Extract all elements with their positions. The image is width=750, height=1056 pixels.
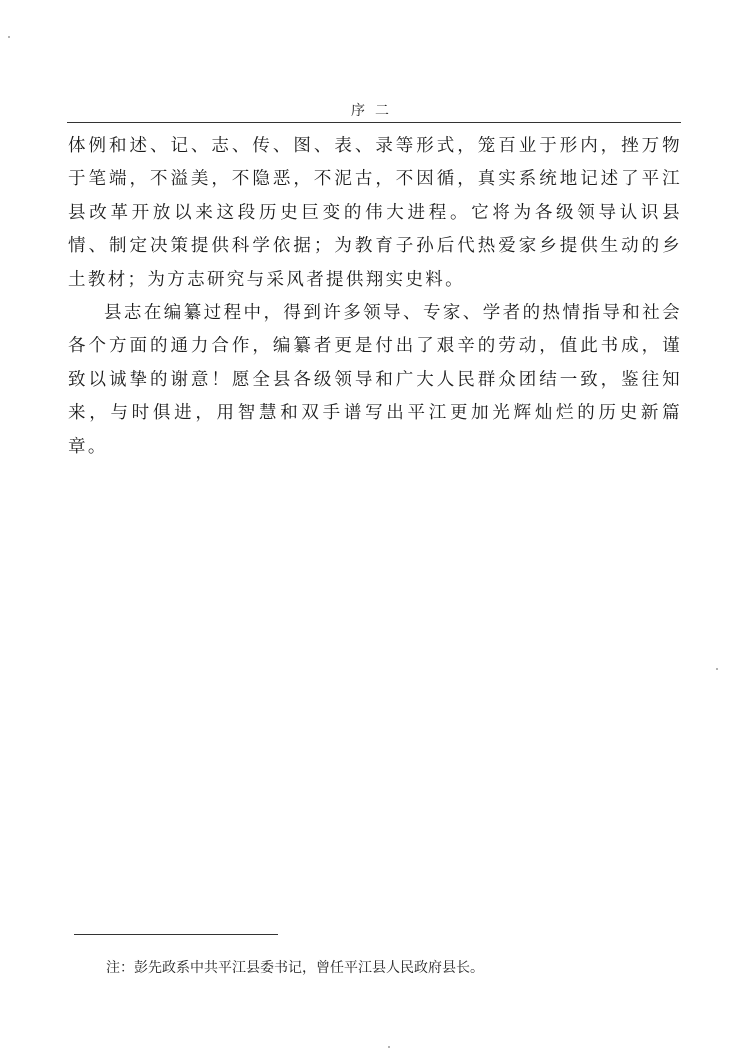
header-divider: [67, 122, 681, 123]
page-header: 序二: [351, 103, 399, 119]
body-text: [68, 130, 682, 464]
footnote-divider: [74, 934, 278, 935]
paragraph-continuation: 体例和述、记、志、传、图、表、录等形式，笼百业于形内，挫万物于笔端，不溢美，不隐恶，不泥古，不因循，真实系统地记述了平江县改革开放以来这段历史巨变的伟大进程。它将为各级领导认识县情、制定决策提供科学依据；为教育子孙后代热爱家乡提供生动的乡土教材；为方志研究与采风者提供翔实史料。: [68, 136, 682, 290]
scan-speck: [8, 36, 10, 38]
paragraph-acknowledgement: 县志在编纂过程中，得到许多领导、专家、学者的热情指导和社会各个方面的通力合作，编纂者更是付出了艰辛的劳动，值此书成，谨致以诚挚的谢意！愿全县各级领导和广大人民群众团结一致，鉴往知来，与时俱进，用智慧和双手谱写出平江更加光辉灿烂的历史新篇章。: [68, 303, 682, 457]
scan-speck: [388, 1046, 390, 1048]
footnote: 注：彭先政系中共平江县委书记，曾任平江县人民政府县长。: [106, 960, 484, 976]
scan-speck: [716, 668, 718, 670]
